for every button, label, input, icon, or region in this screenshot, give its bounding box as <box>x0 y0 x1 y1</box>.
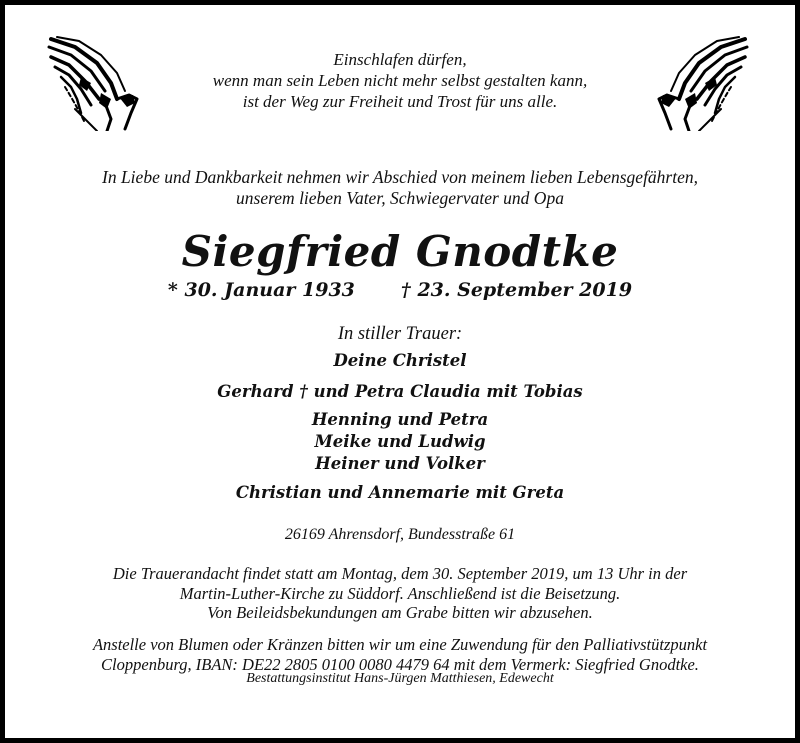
mourners-label: In stiller Trauer: <box>337 324 463 344</box>
mourner-line: Henning und Petra <box>311 410 489 429</box>
deceased-name: Siegfried Gnodtke <box>181 227 619 276</box>
mourner-line: Heiner und Volker <box>315 454 485 473</box>
donation-request <box>5 635 795 674</box>
donation-line: Anstelle von Blumen oder Kränzen bitten wir um eine Zuwendung für den Palliativstützpunkt <box>92 635 708 654</box>
death-date: † 23. September 2019 <box>400 279 633 301</box>
undertaker: Bestattungsinstitut Hans-Jürgen Matthiesen, Edewecht <box>246 671 554 686</box>
motto-line: ist der Weg zur Freiheit und Trost für uns alle. <box>242 92 558 111</box>
mourner-line: Gerhard † und Petra Claudia mit Tobias <box>217 382 583 401</box>
service-line: Von Beileidsbekundungen am Grabe bitten wir abzusehen. <box>207 603 593 622</box>
life-dates <box>5 277 795 303</box>
mourner-line: Deine Christel <box>333 351 467 370</box>
address: 26169 Ahrensdorf, Bundesstraße 61 <box>284 526 516 543</box>
birth-date: * 30. Januar 1933 <box>167 279 355 301</box>
donation-line: Cloppenburg, IBAN: DE22 2805 0100 0080 4479 64 mit dem Vermerk: Siegfried Gnodtke. <box>101 654 699 674</box>
service-line: Martin-Luther-Kirche zu Süddorf. Anschließend ist die Beisetzung. <box>179 583 621 603</box>
intro-line: In Liebe und Dankbarkeit nehmen wir Abschied von meinem lieben Lebensgefährten, <box>102 167 698 187</box>
service-info <box>5 564 795 623</box>
service-line: Die Trauerandacht findet statt am Montag, dem 30. September 2019, um 13 Uhr in der <box>112 564 688 583</box>
motto-verse <box>5 49 795 112</box>
motto-line: wenn man sein Leben nicht mehr selbst gestalten kann, <box>212 71 588 90</box>
mourner-line: Meike und Ludwig <box>314 432 486 451</box>
intro-text <box>5 167 795 209</box>
motto-line: Einschlafen dürfen, <box>333 50 467 69</box>
mourner-line: Christian und Annemarie mit Greta <box>235 483 565 502</box>
intro-line: unserem lieben Vater, Schwiegervater und Opa <box>236 188 564 208</box>
